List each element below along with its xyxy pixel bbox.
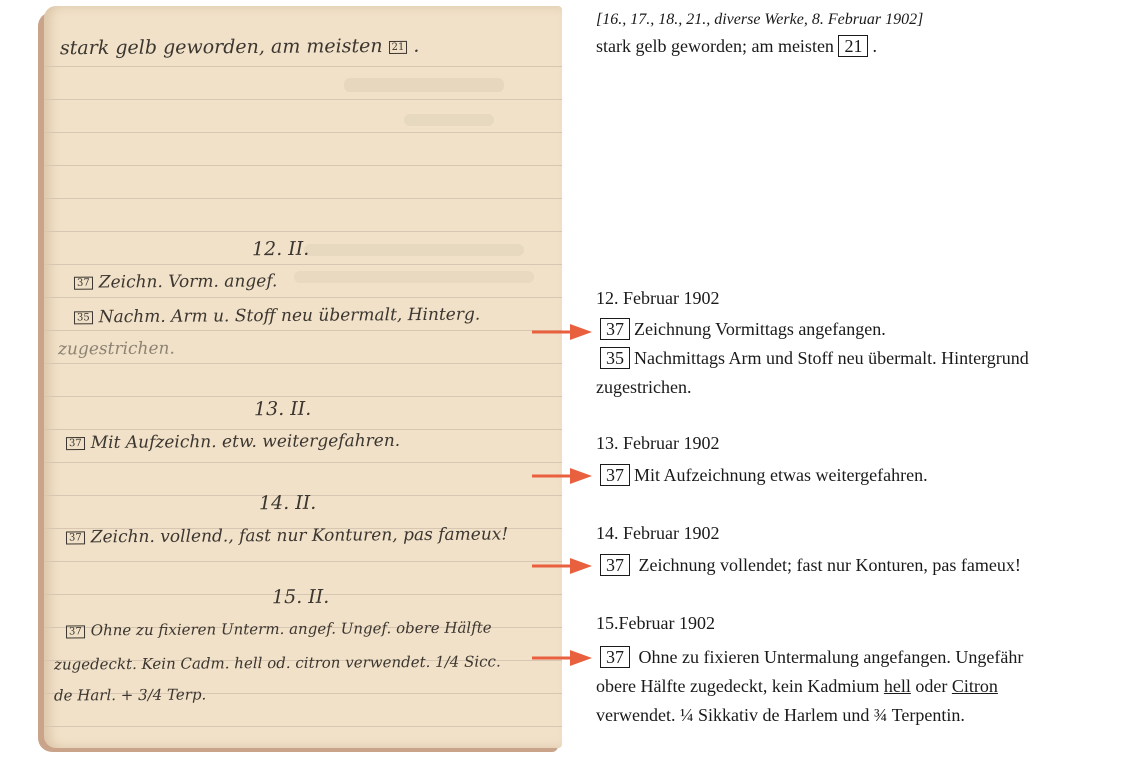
reference-box: 35 [600,347,630,369]
reference-box: 37 [600,554,630,576]
handwritten-date: 15. II. [271,585,330,609]
handwritten-box: 37 [66,625,85,638]
handwritten-line: zugedeckt. Kein Cadm. hell od. citron verwendet. 1/4 Sicc. [53,652,501,674]
entry-date: 12. Februar 1902 [596,288,720,308]
entry-line: 37 Mit Aufzeichnung etwas weitergefahren. [600,464,928,486]
handwritten-date: 14. II. [258,491,317,515]
handwritten-line: 37 Zeichn. Vorm. angef. [74,271,278,292]
handwritten-line: 35 Nachm. Arm u. Stoff neu übermalt, Hinterg. [74,305,480,328]
arrow-right-icon [530,466,594,486]
entry-date: 13. Februar 1902 [596,433,720,453]
entry-line: zugestrichen. [596,377,692,397]
reference-box: 37 [600,646,630,668]
handwritten-box: 37 [66,437,85,450]
entry-line: 37 Zeichnung Vormittags angefangen. [600,318,886,340]
entry-date: 15.Februar 1902 [596,613,715,633]
entry-line: 37 Zeichnung vollendet; fast nur Konturen, pas fameux! [600,554,1021,576]
handwritten-date: 13. II. [253,397,312,421]
transcription-intro: stark gelb geworden; am meisten 21 . [596,36,877,56]
handwritten-box: 37 [74,277,93,290]
handwritten-line: 37 Ohne zu fixieren Unterm. angef. Ungef. obere Hälfte [66,619,492,640]
entry-line: 37 Ohne zu fixieren Untermalung angefangen. Ungefähr [600,646,1023,668]
entry-line: 35 Nachmittags Arm und Stoff neu übermalt. Hintergrund [600,347,1029,369]
arrow-right-icon [530,322,594,342]
arrow-right-icon [530,648,594,668]
entry-date: 14. Februar 1902 [596,523,720,543]
handwritten-line: de Harl. + 3/4 Terp. [53,685,207,705]
handwritten-line: 37 Zeichn. vollend., fast nur Konturen, pas fameux! [66,524,508,547]
reference-box: 37 [600,464,630,486]
reference-box: 21 [838,35,868,57]
handwritten-box: 35 [74,311,93,324]
entry-line: verwendet. ¼ Sikkativ de Harlem und ¾ Terpentin. [596,705,965,725]
notebook-page [44,6,562,748]
entry-line: obere Hälfte zugedeckt, kein Kadmium hell oder Citron [596,676,998,696]
transcription-header: [16., 17., 18., 21., diverse Werke, 8. Februar 1902] [596,11,924,28]
handwritten-box: 37 [66,531,85,544]
handwritten-line: stark gelb geworden, am meisten 21 . [59,34,420,60]
handwritten-line: 37 Mit Aufzeichn. etw. weitergefahren. [66,431,400,453]
handwritten-line: zugestrichen. [57,338,175,360]
handwritten-date: 12. II. [251,237,310,261]
reference-box: 37 [600,318,630,340]
arrow-right-icon [530,556,594,576]
handwritten-box: 21 [389,40,408,53]
